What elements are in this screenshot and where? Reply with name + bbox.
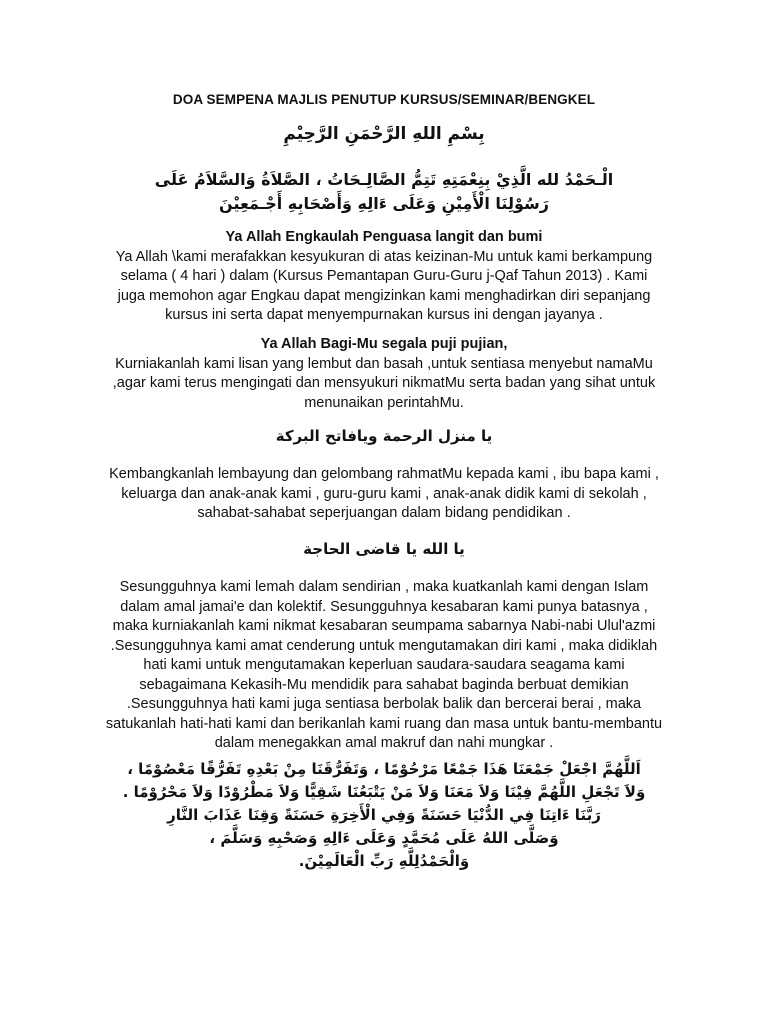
paragraph-line: .Sesungguhnya hati kami juga sentiasa berbolak balik dan bercerai berai , maka (126, 696, 642, 712)
paragraph-line: dalam menegakkan amal makruf dan nahi mungkar . (214, 735, 554, 751)
paragraph-line: juga memohon agar Engkau dapat mengizinkan kami menghadirkan diri sepanjang (117, 287, 651, 304)
closing-arabic-line: اَللَّهُمَّ اجْعَلْ جَمْعَنَا هَذَا جَمْعًا مَرْحُوْمًا ، وَتَفَرُّقَنَا مِنْ بَعْدِهِ تَفَرُّقًا مَعْصُوْمًا ، (127, 760, 641, 778)
closing-arabic-line: وَصَلَّى اللهُ عَلَى مُحَمَّدٍ وَعَلَى ءَالِهِ وَصَحْبِهِ وَسَلَّمَ ، (209, 829, 559, 847)
arabic-heading-rahmah: يا منزل الرحمة ويافاتح البركة (275, 427, 493, 445)
paragraph-line: Kurniakanlah kami lisan yang lembut dan basah ,untuk sentiasa menyebut namaMu (115, 355, 653, 372)
arabic-heading-hajat: يا الله يا قاضى الحاجة (303, 540, 465, 558)
paragraph-line: dalam amal jamai'e dan kolektif. Sesungguhnya kesabaran kami punya batasnya , (120, 598, 648, 615)
closing-arabic-doa (96, 758, 672, 873)
paragraph-line: menunaikan perintahMu. (304, 394, 464, 411)
paragraph-line: maka kurniakanlah kami nikmat kesabaran seumpama sabarnya Nabi-nabi Ulul'azmi (112, 618, 656, 634)
section-kelemahan (96, 578, 672, 754)
document-page (96, 0, 672, 1024)
opening-arabic-line: رَسُوْلِنَا الْأَمِيْنِ وَعَلَى ءَالِهِ وَأَصْحَابِهِ أَجْـمَعِيْنَ (219, 194, 549, 213)
section-heading: Ya Allah Engkaulah Penguasa langit dan bumi (225, 229, 543, 245)
paragraph-line: keluarga dan anak-anak kami , guru-guru kami , anak-anak didik kami di sekolah , (121, 485, 647, 502)
paragraph-line: satukanlah hati-hati kami dan berikanlah kami ruang dan masa untuk bantu-membantu (105, 715, 663, 732)
paragraph-line: hati kami untuk mengutamakan keperluan saudara-saudara seagama kami (143, 657, 625, 673)
paragraph-line: Ya Allah \kami merafakkan kesyukuran di atas keizinan-Mu untuk kami berkampung (115, 248, 653, 265)
closing-arabic-line: رَبَّنَا ءَاتِنَا فِي الدُّنْيَا حَسَنَةً وَفِي الْأَخِرَةِ حَسَنَةً وَقِنَا عَذَابَ النَّارِ (167, 806, 601, 824)
paragraph-line: .Sesungguhnya kami amat cenderung untuk mengutamakan diri kami , maka didiklah (110, 637, 658, 654)
section-rahmat (96, 465, 672, 524)
basmalah: بِسْمِ اللهِ الرَّحْمَنِ الرَّحِيْمِ (283, 124, 485, 144)
opening-arabic-line: الْـحَمْدُ لله الَّذِيْ بِنِعْمَتِهِ تَتِمُّ الصَّالِـحَاتُ ، الصَّلاَةُ وَالسَّلاَمُ عَلَى (154, 170, 614, 189)
section-heading: Ya Allah Bagi-Mu segala puji pujian, (260, 336, 508, 352)
paragraph-line: kursus ini serta dapat menyempurnakan kursus ini dengan jayanya . (165, 307, 603, 323)
paragraph-line: Sesungguhnya kami lemah dalam sendirian , maka kuatkanlah kami dengan Islam (119, 579, 649, 595)
closing-arabic-line: وَالْحَمْدُلِلَّهِ رَبِّ الْعَالَمِيْنَ. (298, 852, 470, 870)
paragraph-line: Kembangkanlah lembayung dan gelombang rahmatMu kepada kami , ibu bapa kami , (109, 466, 659, 482)
paragraph-line: sebagaimana Kekasih-Mu mendidik para sahabat baginda berbuat demikian (139, 676, 629, 693)
section-penguasa (96, 228, 672, 326)
closing-arabic-line: وَلاَ تَجْعَلِ اللَّهُمَّ فِيْنَا وَلاَ مَعَنَا وَلاَ مَنْ يَتْبَعُنَا شَقِيًّا وَلاَ مَطْرُوْدًا وَلاَ مَحْرُوْمًا . (122, 783, 646, 801)
section-pujian (96, 335, 672, 413)
document-title: DOA SEMPENA MAJLIS PENUTUP KURSUS/SEMINAR/BENGKEL (172, 92, 596, 107)
paragraph-line: ,agar kami terus mengingati dan mensyukuri nikmatMu serta badan yang sihat untuk (112, 375, 656, 391)
paragraph-line: selama ( 4 hari ) dalam (Kursus Pemantapan Guru-Guru j-Qaf Tahun 2013) . Kami (120, 268, 648, 284)
paragraph-line: sahabat-sahabat seperjuangan dalam bidang pendidikan . (197, 505, 571, 521)
opening-arabic (96, 168, 672, 216)
